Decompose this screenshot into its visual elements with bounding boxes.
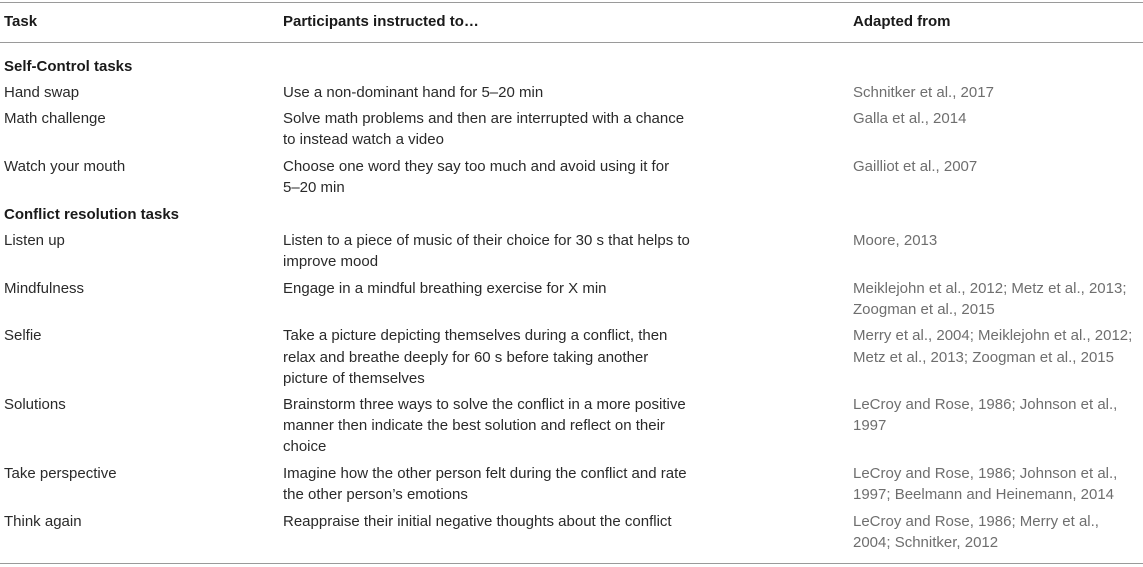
task-source: 2004; Schnitker, 2012: [853, 534, 999, 551]
task-name: Math challenge: [4, 110, 106, 127]
table-top-rule: [0, 2, 1143, 3]
task-name: Think again: [4, 513, 82, 530]
task-instruction: Choose one word they say too much and avoid using it for: [283, 158, 670, 175]
task-name: Take perspective: [4, 465, 117, 482]
task-name: Solutions: [4, 396, 66, 413]
task-source: Gailliot et al., 2007: [853, 158, 978, 175]
task-instruction: Brainstorm three ways to solve the conflict in a more positive: [283, 396, 686, 413]
task-source: Zoogman et al., 2015: [853, 301, 995, 318]
task-instruction: 5–20 min: [283, 179, 345, 196]
header-instructed: Participants instructed to…: [283, 13, 479, 30]
task-instruction: Listen to a piece of music of their choice for 30 s that helps to: [283, 232, 690, 249]
task-instruction: Solve math problems and then are interrupted with a chance: [283, 110, 685, 127]
table-bottom-rule: [0, 563, 1143, 564]
task-source: 1997: [853, 417, 887, 434]
task-source: LeCroy and Rose, 1986; Johnson et al.,: [853, 465, 1118, 482]
header-task: Task: [4, 13, 38, 30]
task-source: Moore, 2013: [853, 232, 938, 249]
task-instruction: Take a picture depicting themselves during a conflict, then: [283, 327, 668, 344]
task-name: Selfie: [4, 327, 42, 344]
task-source: Meiklejohn et al., 2012; Metz et al., 2013;: [853, 280, 1127, 297]
task-instruction: the other person’s emotions: [283, 486, 468, 503]
task-source: Merry et al., 2004; Meiklejohn et al., 2012;: [853, 327, 1133, 344]
task-instruction: Use a non-dominant hand for 5–20 min: [283, 84, 544, 101]
task-instruction: relax and breathe deeply for 60 s before taking another: [283, 349, 649, 366]
header-adapted-from: Adapted from: [853, 13, 951, 30]
task-instruction: Imagine how the other person felt during the conflict and rate: [283, 465, 687, 482]
task-instruction: manner then indicate the best solution and reflect on their: [283, 417, 665, 434]
task-name: Listen up: [4, 232, 65, 249]
task-name: Mindfulness: [4, 280, 85, 297]
task-source: LeCroy and Rose, 1986; Merry et al.,: [853, 513, 1099, 530]
task-name: Hand swap: [4, 84, 80, 101]
task-instruction: Reappraise their initial negative thoughts about the conflict: [283, 513, 672, 530]
section-title-self-control: Self-Control tasks: [4, 58, 133, 75]
task-name: Watch your mouth: [4, 158, 126, 175]
task-source: LeCroy and Rose, 1986; Johnson et al.,: [853, 396, 1118, 413]
task-instruction: Engage in a mindful breathing exercise for X min: [283, 280, 607, 297]
task-source: Schnitker et al., 2017: [853, 84, 994, 101]
task-instruction: choice: [283, 438, 327, 455]
header-rule: [0, 42, 1143, 43]
task-instruction: picture of themselves: [283, 370, 425, 387]
task-instruction: to instead watch a video: [283, 131, 444, 148]
task-source: 1997; Beelmann and Heinemann, 2014: [853, 486, 1115, 503]
section-title-conflict-resolution: Conflict resolution tasks: [4, 206, 180, 223]
task-instruction: improve mood: [283, 253, 379, 270]
task-source: Metz et al., 2013; Zoogman et al., 2015: [853, 349, 1114, 366]
task-source: Galla et al., 2014: [853, 110, 967, 127]
